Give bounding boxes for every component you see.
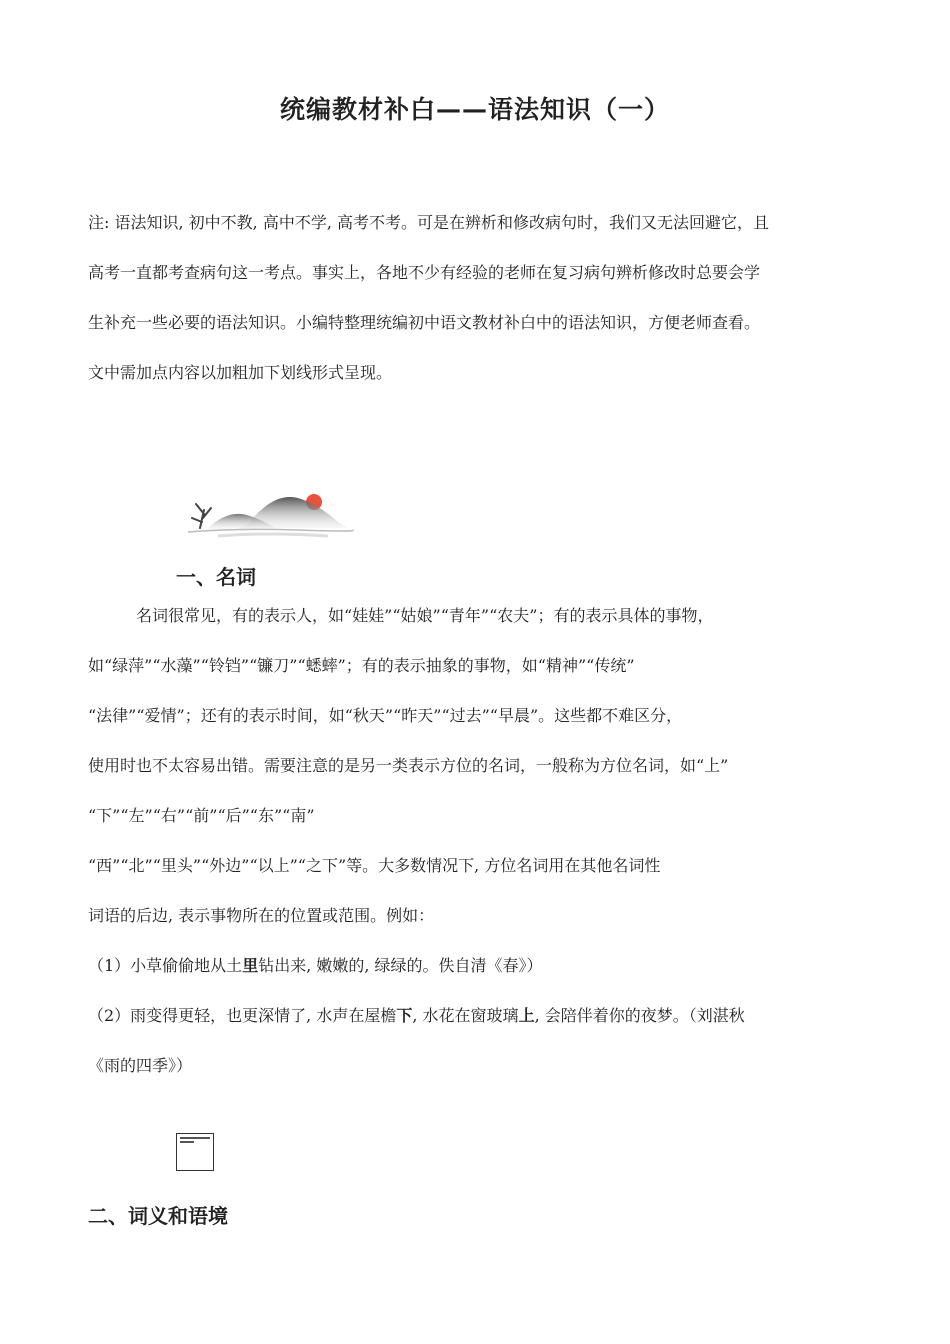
nouns-line: 词语的后边, 表示事物所在的位置或范围。例如： [88, 906, 435, 925]
example-2-source: 《雨的四季》） [88, 1056, 193, 1075]
example-2: （2）雨变得更轻，也更深情了, 水声在屋檐下, 水花在窗玻璃上, 会陪伴着你的夜梦。（刘湛秋 [88, 1006, 745, 1025]
emphasized-word: 上 [518, 1006, 535, 1025]
nouns-paragraph [88, 591, 858, 1091]
intro-line: 生补充一些必要的语法知识。小编特整理统编初中语文教材补白中的语法知识，方便老师查看。 [88, 313, 761, 332]
nouns-line: 名词很常见，有的表示人，如“娃娃”“姑娘”“青年”“农夫”；有的表示具体的事物， [136, 606, 714, 625]
intro-line: 高考一直都考查病句这一考点。事实上，各地不少有经验的老师在复习病句辨析修改时总要会学 [88, 263, 761, 282]
intro-paragraph [88, 198, 858, 398]
example-1: （1）小草偷偷地从土里钻出来, 嫩嫩的, 绿绿的。佚自清《春》） [88, 956, 543, 975]
nouns-line: “西”“北”“里头”“外边”“以上”“之下”等。大多数情况下, 方位名词用在其他名词性 [88, 856, 661, 875]
nouns-line: “下”“左”“右”“前”“后”“东”“南” [88, 806, 315, 825]
tree-branch [192, 504, 211, 528]
emphasized-word: 里 [242, 956, 259, 975]
section-heading-word-meaning: 二、词义和语境 [88, 1204, 228, 1228]
section-heading-nouns: 一、名词 [176, 565, 256, 589]
nouns-line: 使用时也不太容易出错。需要注意的是另一类表示方位的名词，一般称为方位名词，如“上” [88, 756, 729, 775]
ink-landscape-decoration [178, 478, 358, 546]
document-title: 统编教材补白——语法知识（一） [279, 95, 670, 124]
intro-line: 文中需加点内容以加粗加下划线形式呈现。 [88, 363, 393, 382]
water-line [188, 529, 353, 532]
nouns-line: “法律”“爱情”；还有的表示时间，如“秋天”“昨天”“过去”“早晨”。这些都不难区分， [88, 706, 683, 725]
mist [218, 534, 328, 536]
intro-line: 注: 语法知识, 初中不教, 高中不学, 高考不考。可是在辨析和修改病句时，我们又无法回避它，且 [88, 213, 769, 232]
nouns-line: 如“绿萍”“水藻”“铃铛”“镰刀”“蟋蟀”；有的表示抽象的事物，如“精神”“传统” [88, 656, 635, 675]
emphasized-word: 下 [396, 1006, 413, 1025]
embedded-document-thumbnail [176, 1133, 214, 1171]
